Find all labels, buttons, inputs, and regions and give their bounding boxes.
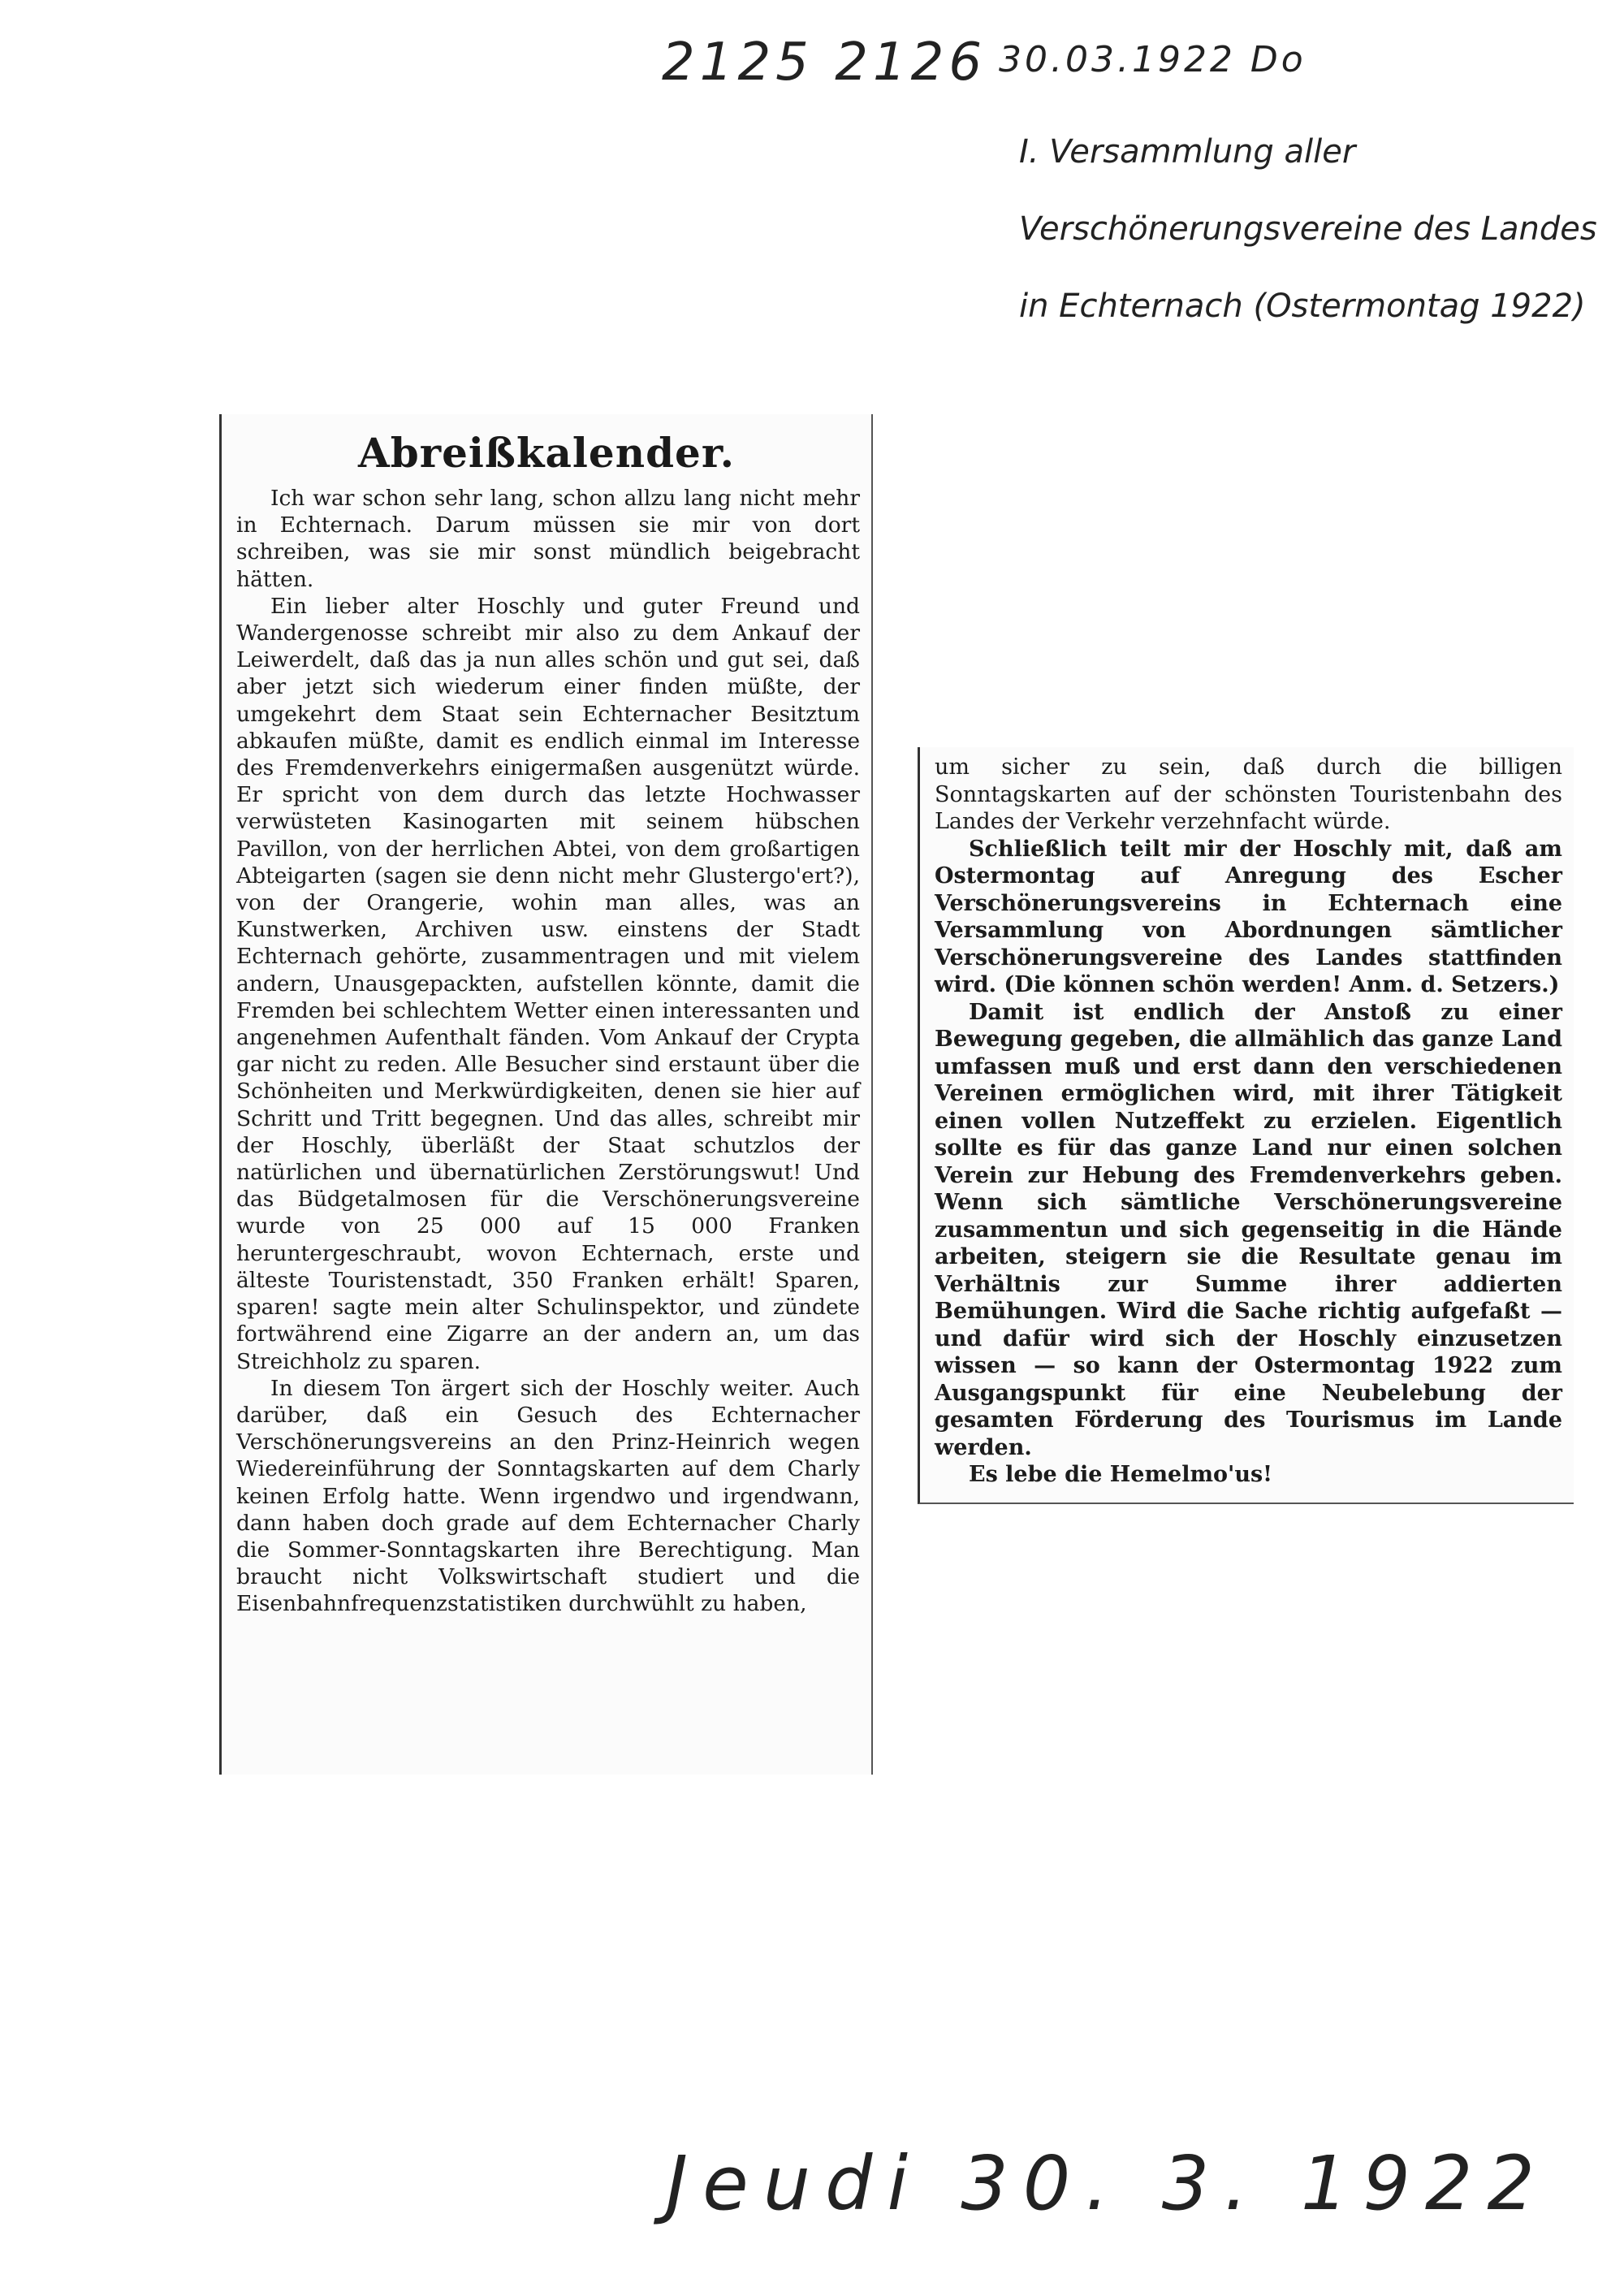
handwritten-date-bottom: Jeudi 30. 3. 1922 [666, 2140, 1549, 2227]
left-column-text [222, 485, 871, 1618]
handwritten-note: I. Versammlung aller Verschönerungsvereine des Landes in Echternach (Ostermontag 1922) [1019, 133, 1597, 325]
paragraph: In diesem Ton ärgert sich der Hoschly weiter. Auch darüber, daß ein Gesuch des Echternacher Verschönerungsvereins an den Prinz-Heinrich wegen Wiedereinführung der Sonntagskarten auf dem Charly keinen Erfolg hatte. Wenn irgendwo und irgendwann, dann haben doch grade auf dem Echternacher Charly die Sommer-Sonntagskarten ihre Berechtigung. Man braucht nicht Volkswirtschaft studiert und die Eisenbahnfrequenzstatistiken durchwühlt zu haben, [236, 1375, 860, 1617]
paragraph: Ich war schon sehr lang, schon allzu lang nicht mehr in Echternach. Darum müssen sie mir von dort schreiben, was sie mir sonst mündlich beigebracht hätten. [236, 486, 860, 592]
paragraph: Damit ist endlich der Anstoß zu einer Bewegung gegeben, die allmählich das ganze Land umfassen muß und erst dann den verschiedenen Vereinen ermöglichen wird, mit ihrer Tätigkeit einen vollen Nutzeffekt zu erzielen. Eigentlich sollte es für das ganze Land nur einen solchen Verein zur Hebung des Fremdenverkehrs geben. Wenn sich sämtliche Verschönerungsvereine zusammentun und sich gegenseitig in die Hände arbeiten, steigern sie die Resultate genau im Verhältnis zur Summe ihrer addierten Bemühungen. Wird die Sache richtig aufgefaßt — und dafür wird sich der Hoschly einzusetzen wissen — so kann der Ostermontag 1922 zum Ausgangspunkt für eine Neubelebung der gesamten Förderung des Tourismus im Lande werden. [935, 999, 1562, 1460]
clipping-left-column [219, 414, 873, 1775]
handwritten-date-top: 30.03.1922 Do [999, 39, 1307, 80]
paragraph: Ein lieber alter Hoschly und guter Freund und Wandergenosse schreibt mir also zu dem Ankauf der Leiwerdelt, daß das ja nun alles schön und gut sei, daß aber jetzt sich wiederum einer finden müßte, der umgekehrt dem Staat sein Echternacher Besitztum abkaufen müßte, damit es endlich einmal im Interesse des Fremdenverkehrs einigermaßen ausgenützt würde. Er spricht von dem durch das letzte Hochwasser verwüsteten Kasinogarten mit seinem hübschen Pavillon, von der herrlichen Abtei, von dem großartigen Abteigarten (sagen sie denn nicht mehr Glustergo'ert?), von der Orangerie, wohin man alles, was an Kunstwerken, Archiven usw. einstens der Stadt Echternach gehörte, zusammentragen und mit vielem andern, Unausgepackten, aufstellen könnte, damit die Fremden bei schlechtem Wetter einen interessanten und angenehmen Aufenthalt fänden. Vom Ankauf der Crypta gar nicht zu reden. Alle Besucher sind erstaunt über die Schönheiten und Merkwürdigkeiten, denen sie hier auf Schritt und Tritt begegnen. Und das alles, schreibt mir der Hoschly, überläßt der Staat schutzlos der natürlichen und übernatürlichen Zerstörungswut! Und das Büdgetalmosen für die Verschönerungsvereine wurde von 25 000 auf 15 000 Franken heruntergeschraubt, wovon Echternach, erste und älteste Touristenstadt, 350 Franken erhält! Sparen, sparen! sagte mein alter Schulinspektor, und zündete fortwährend eine Zigarre an der andern an, um das Streichholz zu sparen. [236, 593, 860, 1374]
paragraph: Schließlich teilt mir der Hoschly mit, daß am Ostermontag auf Anregung des Escher Verschönerungsvereins in Echternach eine Versammlung von Abordnungen sämtlicher Verschönerungsvereine des Landes stattfinden wird. (Die können schön werden! Anm. d. Setzers.) [935, 836, 1562, 997]
right-column-text [920, 747, 1574, 1489]
article-title: Abreißkalender. [357, 429, 736, 477]
closing-line: Es lebe die Hemelmo'us! [969, 1462, 1273, 1487]
paragraph: um sicher zu sein, daß durch die billigen Sonntagskarten auf der schönsten Touristenbahn des Landes der Verkehr verzehnfacht würde. [935, 755, 1562, 834]
handwritten-archive-numbers: 2125 2126 [662, 32, 987, 93]
clipping-right-column [918, 747, 1574, 1504]
